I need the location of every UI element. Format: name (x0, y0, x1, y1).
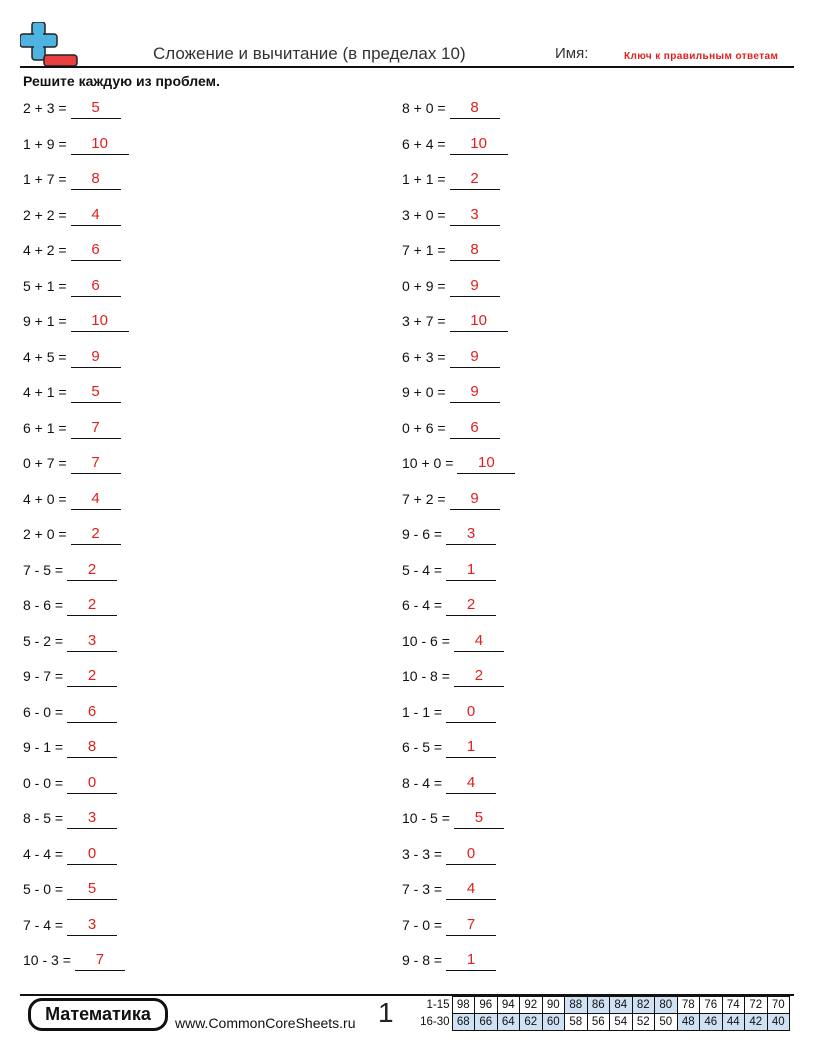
problem-expression: 1 + 1 = (402, 171, 446, 187)
answer-blank[interactable]: 8 (71, 170, 121, 190)
problem-expression: 0 - 0 = (23, 774, 64, 791)
answer-blank[interactable]: 9 (450, 490, 500, 510)
answer-blank[interactable]: 8 (450, 241, 500, 261)
problem-left-9 (23, 383, 121, 405)
problem-right-7 (402, 312, 508, 334)
score-cell: 48 (677, 1014, 700, 1031)
problem-left-19 (23, 738, 117, 760)
problem-right-14 (402, 561, 496, 583)
answer-blank[interactable]: 3 (450, 206, 500, 226)
problem-expression: 10 - 6 = (402, 632, 450, 649)
problem-right-6 (402, 277, 500, 299)
score-cell: 76 (700, 997, 723, 1014)
problem-expression: 7 + 2 = (402, 490, 446, 507)
score-row-label: 1-15 (426, 998, 450, 1011)
problem-left-22 (23, 845, 117, 867)
problem-expression: 0 + 7 = (23, 455, 67, 471)
problem-left-5 (23, 241, 121, 263)
problem-left-15 (23, 596, 117, 618)
problem-right-25 (402, 951, 496, 973)
plus-minus-logo-icon (20, 22, 80, 68)
answer-blank[interactable]: 3 (67, 916, 117, 936)
problem-right-9 (402, 383, 500, 405)
answer-blank[interactable]: 4 (446, 880, 496, 900)
answer-blank[interactable]: 6 (71, 241, 121, 261)
problem-left-13 (23, 525, 121, 547)
answer-blank[interactable]: 0 (446, 703, 496, 723)
problem-right-18 (402, 703, 496, 725)
answer-blank[interactable]: 2 (71, 525, 121, 545)
answer-blank[interactable]: 2 (67, 561, 117, 581)
answer-blank[interactable]: 0 (67, 774, 117, 794)
score-cell: 58 (565, 1014, 588, 1031)
answer-blank[interactable]: 7 (71, 454, 121, 474)
problem-right-17 (402, 667, 504, 689)
score-cell: 68 (452, 1014, 475, 1031)
problem-expression: 10 + 0 = (402, 455, 454, 471)
score-cell: 74 (722, 997, 745, 1014)
score-table (416, 996, 790, 1031)
problem-expression: 5 - 0 = (23, 881, 64, 897)
problem-expression: 2 + 2 = (23, 206, 67, 223)
brand-badge: Математика (28, 998, 168, 1031)
problem-expression: 1 + 7 = (23, 171, 67, 187)
problem-expression: 8 - 4 = (402, 774, 443, 791)
score-cell: 94 (497, 997, 520, 1014)
problem-expression: 9 + 0 = (402, 384, 446, 400)
answer-blank[interactable]: 6 (450, 419, 500, 439)
answer-blank[interactable]: 10 (450, 135, 508, 155)
problem-expression: 6 - 0 = (23, 703, 64, 720)
answer-blank[interactable]: 4 (454, 632, 504, 652)
answer-blank[interactable]: 10 (71, 135, 129, 155)
header-divider (20, 66, 794, 68)
problem-left-7 (23, 312, 129, 334)
problem-expression: 5 + 1 = (23, 277, 67, 294)
problem-expression: 3 + 7 = (402, 313, 446, 329)
answer-blank[interactable]: 5 (454, 809, 504, 829)
problem-right-3 (402, 170, 500, 192)
answer-blank[interactable]: 4 (446, 774, 496, 794)
problem-expression: 8 - 6 = (23, 597, 64, 613)
problem-expression: 8 + 0 = (402, 100, 446, 116)
page-number: 1 (378, 997, 394, 1028)
name-label: Имя: (555, 45, 589, 62)
problem-expression: 7 - 4 = (23, 916, 64, 933)
score-cell: 44 (722, 1014, 745, 1031)
answer-blank[interactable]: 9 (450, 383, 500, 403)
score-cell: 92 (520, 997, 543, 1014)
problem-left-12 (23, 490, 121, 512)
answer-blank[interactable]: 10 (457, 454, 515, 474)
problem-expression: 0 + 9 = (402, 277, 446, 294)
answer-blank[interactable]: 1 (446, 738, 496, 758)
page-title: Сложение и вычитание (в пределах 10) (153, 44, 466, 63)
problem-expression: 4 + 0 = (23, 490, 67, 507)
problem-left-16 (23, 632, 117, 654)
problem-right-2 (402, 135, 508, 157)
problem-right-8 (402, 348, 500, 370)
score-cell: 88 (565, 997, 588, 1014)
score-cell: 72 (745, 997, 768, 1014)
problem-expression: 7 - 3 = (402, 881, 443, 897)
problem-left-10 (23, 419, 121, 441)
answer-blank[interactable]: 7 (75, 951, 125, 971)
problem-left-1 (23, 99, 121, 121)
score-cell: 98 (452, 997, 475, 1014)
answer-blank[interactable]: 4 (71, 206, 121, 226)
answer-blank[interactable]: 6 (67, 703, 117, 723)
score-cell: 52 (632, 1014, 655, 1031)
score-row (416, 997, 790, 1014)
score-cell: 80 (655, 997, 678, 1014)
answer-blank[interactable]: 0 (67, 845, 117, 865)
problem-left-2 (23, 135, 129, 157)
problem-expression: 6 + 1 = (23, 419, 67, 436)
problem-expression: 10 - 3 = (23, 952, 71, 968)
problem-left-23 (23, 880, 117, 902)
problem-left-14 (23, 561, 117, 583)
problem-expression: 6 + 4 = (402, 135, 446, 152)
answer-blank[interactable]: 9 (450, 277, 500, 297)
score-cell: 78 (677, 997, 700, 1014)
score-cell: 82 (632, 997, 655, 1014)
problem-expression: 2 + 3 = (23, 100, 67, 116)
problem-right-22 (402, 845, 496, 867)
problem-expression: 9 - 1 = (23, 739, 64, 755)
score-cell: 42 (745, 1014, 768, 1031)
problem-right-4 (402, 206, 500, 228)
problem-left-6 (23, 277, 121, 299)
site-url: www.CommonCoreSheets.ru (175, 1015, 356, 1031)
problem-expression: 9 - 7 = (23, 668, 64, 684)
problem-right-10 (402, 419, 500, 441)
problem-right-23 (402, 880, 496, 902)
problem-expression: 4 - 4 = (23, 845, 64, 862)
problem-right-1 (402, 99, 500, 121)
problem-left-3 (23, 170, 121, 192)
score-cell: 70 (767, 997, 790, 1014)
problem-right-20 (402, 774, 496, 796)
answer-blank[interactable]: 9 (450, 348, 500, 368)
problem-expression: 3 - 3 = (402, 845, 443, 862)
problem-expression: 10 - 8 = (402, 668, 450, 684)
problem-left-8 (23, 348, 121, 370)
problem-expression: 9 - 6 = (402, 526, 443, 542)
score-cell: 54 (610, 1014, 633, 1031)
score-cell: 66 (475, 1014, 498, 1031)
problem-expression: 6 - 5 = (402, 739, 443, 755)
answer-blank[interactable]: 2 (454, 667, 504, 687)
answer-blank[interactable]: 1 (446, 951, 496, 971)
problem-right-24 (402, 916, 496, 938)
answer-blank[interactable]: 7 (71, 419, 121, 439)
answer-blank[interactable]: 5 (67, 880, 117, 900)
answer-blank[interactable]: 5 (71, 383, 121, 403)
score-cell: 90 (542, 997, 565, 1014)
problem-right-15 (402, 596, 496, 618)
answer-blank[interactable]: 3 (67, 632, 117, 652)
answer-blank[interactable]: 3 (446, 525, 496, 545)
answer-blank[interactable]: 0 (446, 845, 496, 865)
problem-expression: 1 + 9 = (23, 135, 67, 152)
problem-expression: 3 + 0 = (402, 206, 446, 223)
answer-blank[interactable]: 4 (71, 490, 121, 510)
problem-left-4 (23, 206, 121, 228)
problem-right-12 (402, 490, 500, 512)
instructions: Решите каждую из проблем. (23, 73, 220, 89)
answer-blank[interactable]: 2 (446, 596, 496, 616)
problem-left-25 (23, 951, 125, 973)
score-cell: 60 (542, 1014, 565, 1031)
score-cell: 62 (520, 1014, 543, 1031)
score-cell: 96 (475, 997, 498, 1014)
problem-expression: 4 + 5 = (23, 348, 67, 365)
problem-expression: 8 - 5 = (23, 810, 64, 826)
score-row-label: 16-30 (420, 1015, 450, 1028)
problem-expression: 7 - 0 = (402, 916, 443, 933)
problem-right-11 (402, 454, 515, 476)
answer-blank[interactable]: 10 (450, 312, 508, 332)
problem-right-16 (402, 632, 504, 654)
problem-expression: 0 + 6 = (402, 419, 446, 436)
score-cell: 56 (587, 1014, 610, 1031)
answer-blank[interactable]: 2 (67, 596, 117, 616)
problem-expression: 5 - 2 = (23, 632, 64, 649)
problem-left-17 (23, 667, 117, 689)
answer-blank[interactable]: 9 (71, 348, 121, 368)
answer-blank[interactable]: 8 (450, 99, 500, 119)
problem-right-13 (402, 525, 496, 547)
problem-expression: 9 + 1 = (23, 313, 67, 329)
score-cell: 86 (587, 997, 610, 1014)
problem-left-20 (23, 774, 117, 796)
problem-left-24 (23, 916, 117, 938)
answer-blank[interactable]: 3 (67, 809, 117, 829)
problem-expression: 6 + 3 = (402, 348, 446, 365)
problem-expression: 5 - 4 = (402, 561, 443, 578)
score-cell: 50 (655, 1014, 678, 1031)
problem-expression: 1 - 1 = (402, 703, 443, 720)
problem-expression: 7 + 1 = (402, 242, 446, 258)
problem-expression: 4 + 1 = (23, 384, 67, 400)
answer-blank[interactable]: 6 (71, 277, 121, 297)
score-cell: 46 (700, 1014, 723, 1031)
score-cell: 40 (767, 1014, 790, 1031)
problem-left-18 (23, 703, 117, 725)
answer-blank[interactable]: 5 (71, 99, 121, 119)
answer-blank[interactable]: 8 (67, 738, 117, 758)
score-cell: 64 (497, 1014, 520, 1031)
score-cell: 84 (610, 997, 633, 1014)
problem-expression: 4 + 2 = (23, 242, 67, 258)
problem-expression: 2 + 0 = (23, 526, 67, 542)
problem-right-21 (402, 809, 504, 831)
problem-expression: 6 - 4 = (402, 597, 443, 613)
answer-blank[interactable]: 10 (71, 312, 129, 332)
answer-blank[interactable]: 2 (67, 667, 117, 687)
problem-right-19 (402, 738, 496, 760)
problem-right-5 (402, 241, 500, 263)
problem-expression: 10 - 5 = (402, 810, 450, 826)
problem-expression: 7 - 5 = (23, 561, 64, 578)
problem-left-11 (23, 454, 121, 476)
answer-blank[interactable]: 1 (446, 561, 496, 581)
answer-blank[interactable]: 2 (450, 170, 500, 190)
problem-expression: 9 - 8 = (402, 952, 443, 968)
answer-key-label: Ключ к правильным ответам (624, 51, 779, 62)
problem-left-21 (23, 809, 117, 831)
score-row (416, 1014, 790, 1031)
answer-blank[interactable]: 7 (446, 916, 496, 936)
